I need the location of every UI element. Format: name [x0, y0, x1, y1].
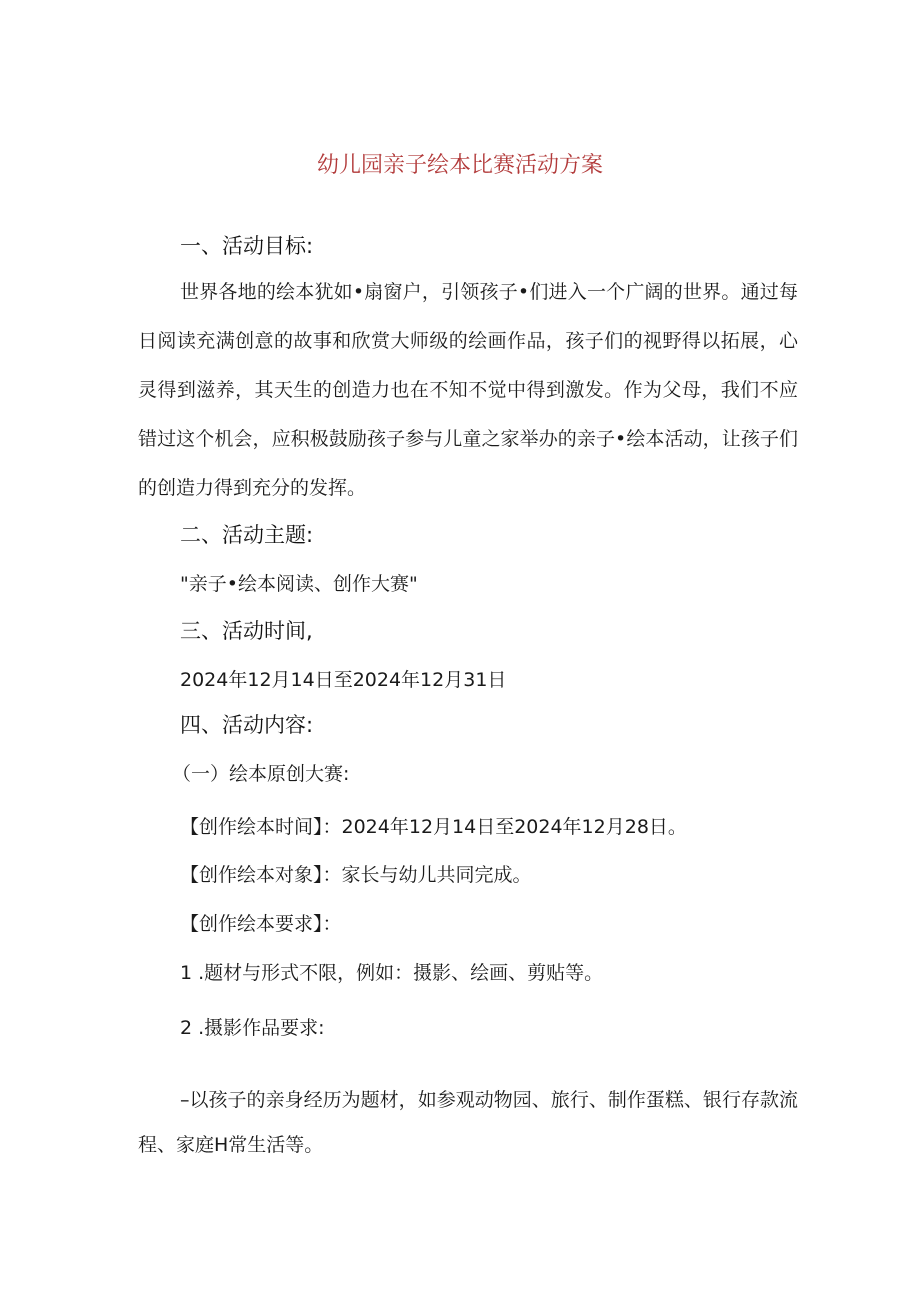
requirement-item-2: 2 .摄影作品要求: — [180, 1017, 325, 1039]
section-heading-theme: 二、活动主题: — [180, 523, 314, 547]
section-heading-time: 三、活动时间, — [180, 619, 313, 643]
subsection-original-contest: （一）绘本原创大赛: — [172, 763, 350, 785]
section-heading-goals: 一、活动目标: — [180, 234, 314, 258]
goals-paragraph: 世界各地的绘本犹如•扇窗户，引领孩子•们进入一个广阔的世界。通过每日阅读充满创意的故事和欣赏大师级的绘画作品，孩子们的视野得以拓展，心灵得到滋养，其天生的创造力也在不知不觉中得到激发。作为父母，我们不应错过这个机会，应积极鼓励孩子参与儿童之家举办的亲子•绘本活动，让孩子们的创造力得到充分的发挥。 — [138, 281, 798, 499]
document-title: 幼儿园亲子绘本比赛活动方案 — [316, 153, 603, 178]
photography-detail: –以孩子的亲身经历为题材，如参观动物园、旅行、制作蛋糕、银行存款流程、家庭H常生活等。 — [138, 1089, 798, 1156]
requirement-item-1: 1 .题材与形式不限，例如：摄影、绘画、剪贴等。 — [180, 962, 604, 984]
theme-text: "亲子•绘本阅读、创作大赛" — [180, 573, 418, 595]
creation-requirement: 【创作绘本要求】： — [180, 913, 342, 935]
section-heading-content: 四、活动内容: — [180, 713, 314, 737]
time-text: 2024年12月14日至2024年12月31日 — [180, 669, 507, 691]
creation-time: 【创作绘本时间】：2024年12月14日至2024年12月28日。 — [180, 816, 687, 838]
creation-target: 【创作绘本对象】：家长与幼儿共同完成。 — [180, 864, 532, 886]
